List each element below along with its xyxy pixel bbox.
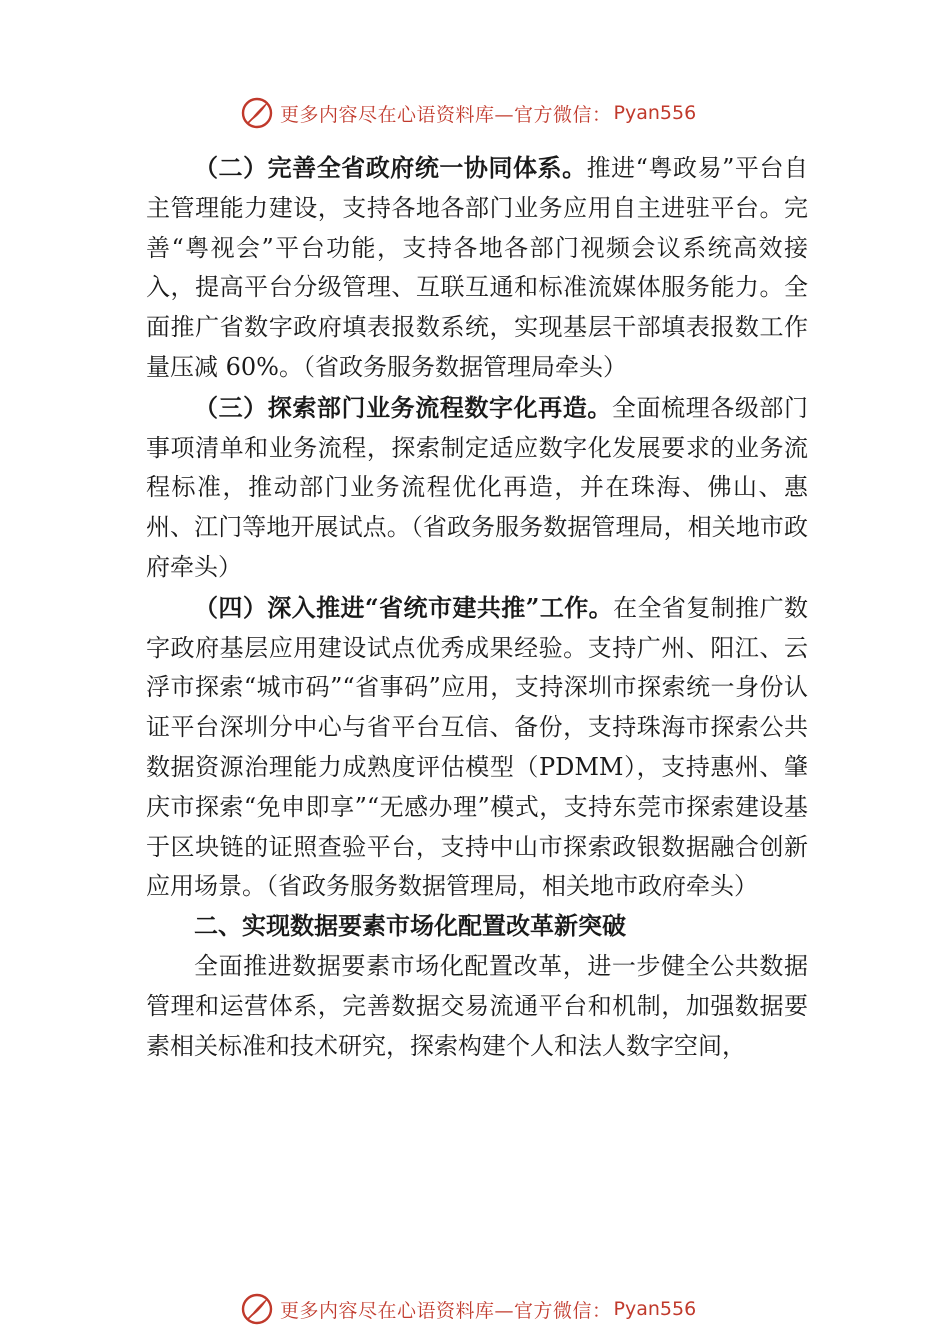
section-heading: 二、实现数据要素市场化配置改革新突破 xyxy=(194,912,626,941)
quill-logo-icon xyxy=(240,96,274,130)
paragraph-2-lead: （二）完善全省政府统一协同体系。 xyxy=(194,153,587,182)
watermark-wechat-id: Pyan556 xyxy=(613,102,697,124)
paragraph-2 xyxy=(146,148,808,388)
quill-logo-icon xyxy=(240,1292,274,1326)
paragraph-4-body: 在全省复制推广数字政府基层应用建设试点优秀成果经验。支持广州、阳江、云浮市探索“城市码”“省事码”应用，支持深圳市探索统一身份认证平台深圳分中心与省平台互信、备份，支持珠海市探索公共数据资源治理能力成熟度评估模型（PDMM），支持惠州、肇庆市探索“免申即享”“无感办理”模式，支持东莞市探索建设基于区块链的证照查验平台，支持中山市探索政银数据融合创新应用场景。（省政务服务数据管理局，相关地市政府牵头） xyxy=(146,593,809,901)
paragraph-4-lead: （四）深入推进“省统市建共推”工作。 xyxy=(194,592,614,622)
paragraph-5-body: 全面推进数据要素市场化配置改革，进一步健全公共数据管理和运营体系，完善数据交易流通平台和机制，加强数据要素相关标准和技术研究，探索构建个人和法人数字空间， xyxy=(146,951,808,1060)
paragraph-3-lead: （三）探索部门业务流程数字化再造。 xyxy=(194,392,612,422)
paragraph-4 xyxy=(146,588,808,907)
paragraph-3-body: 全面梳理各级部门事项清单和业务流程，探索制定适应数字化发展要求的业务流程标准，推动部门业务流程优化再造，并在珠海、佛山、惠州、江门等地开展试点。（省政务服务数据管理局，相关地市政府牵头） xyxy=(146,393,809,581)
paragraph-3 xyxy=(146,388,808,588)
paragraph-2-body: 推进“粤政易”平台自主管理能力建设，支持各地各部门业务应用自主进驻平台。完善“粤视会”平台功能，支持各地各部门视频会议系统高效接入，提高平台分级管理、互联互通和标准流媒体服务能力。全面推广省数字政府填表报数系统，实现基层干部填表报数工作量压减 60%。（省政务服务数据管理局牵头） xyxy=(146,154,808,381)
watermark-footer xyxy=(240,1292,696,1326)
watermark-text: 更多内容尽在心语资料库—官方微信： xyxy=(280,1299,612,1322)
paragraph-5 xyxy=(146,947,808,1066)
watermark-text: 更多内容尽在心语资料库—官方微信： xyxy=(280,103,612,126)
watermark-wechat-id: Pyan556 xyxy=(613,1298,697,1320)
watermark-header xyxy=(240,96,696,130)
document-body xyxy=(146,148,808,1066)
